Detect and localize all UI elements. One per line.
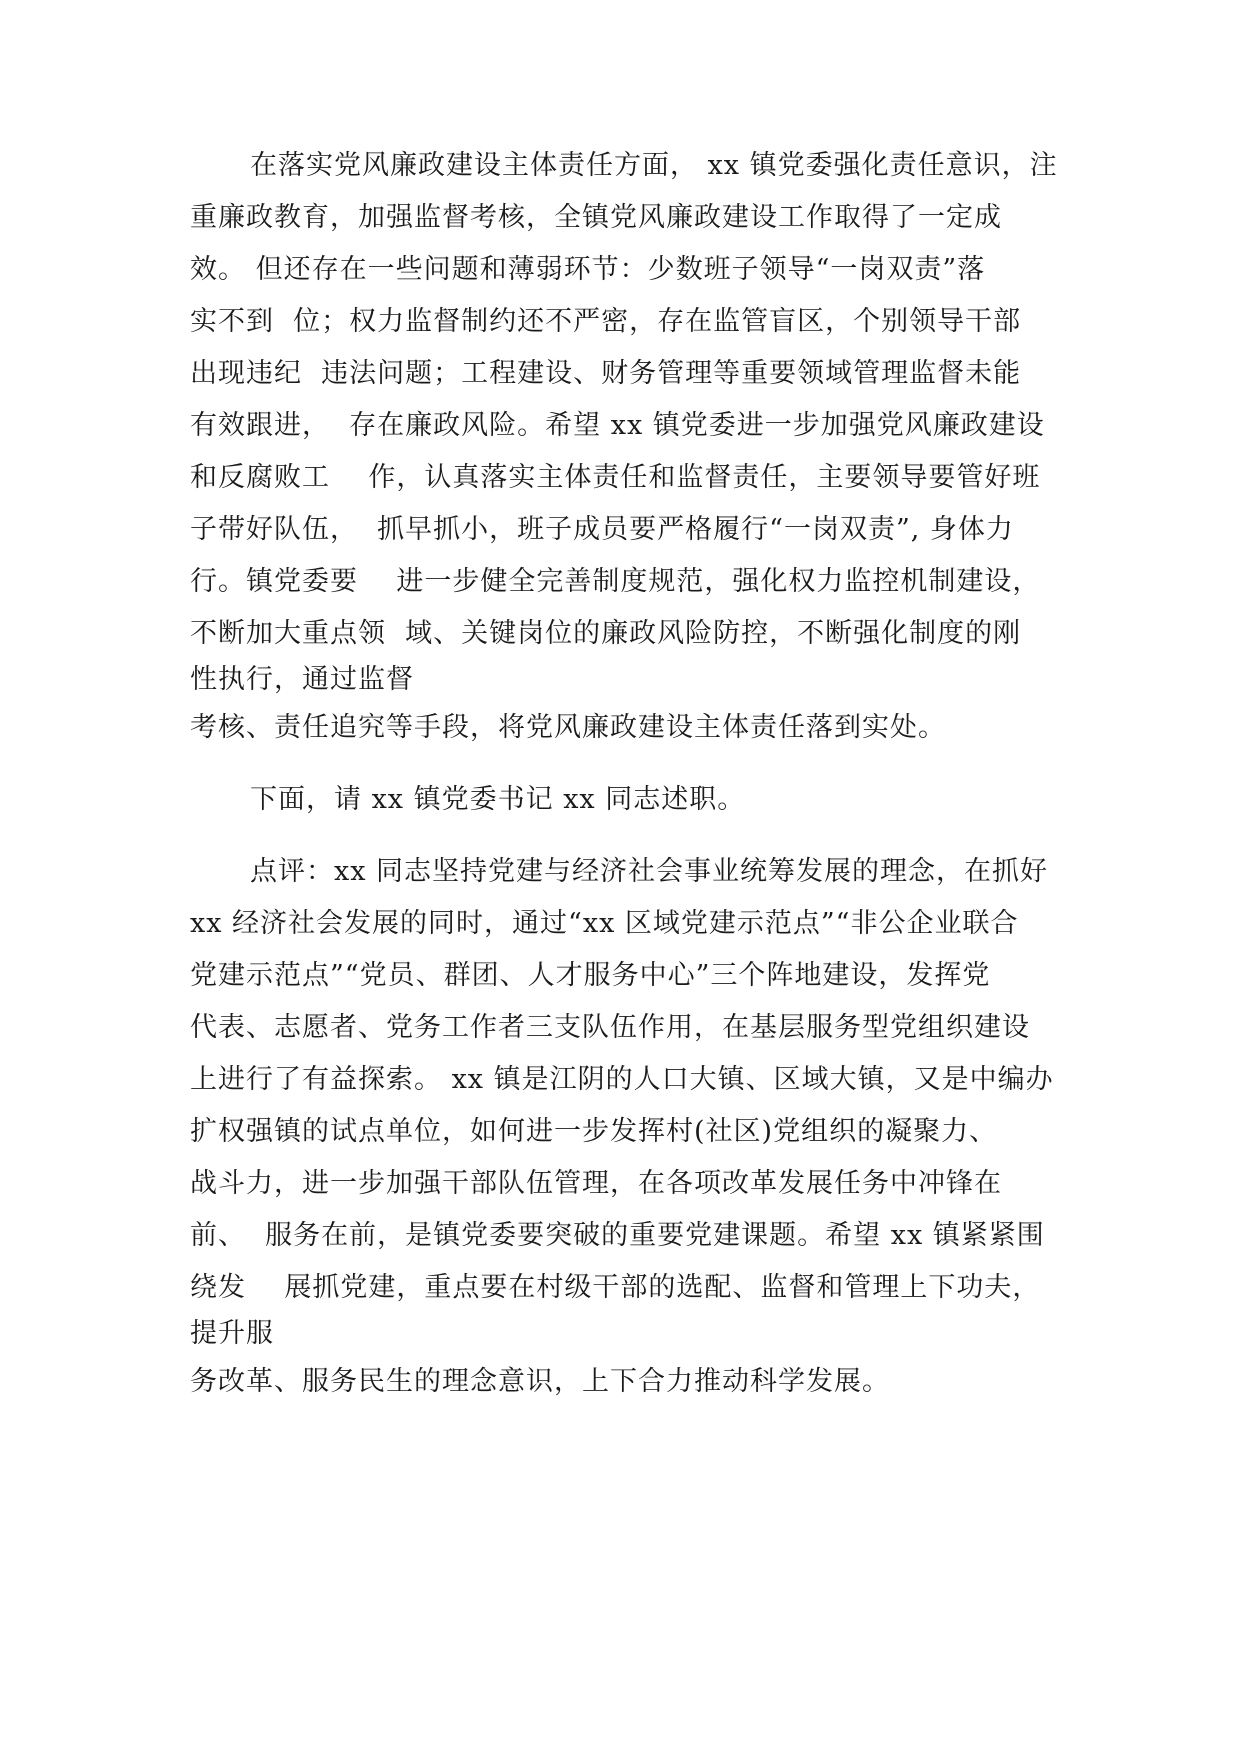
paragraph-line: 子带好队伍， 抓早抓小，班子成员要严格履行“一岗双责”, 身体力 <box>190 514 1014 545</box>
paragraph-line: 提升服 <box>190 1318 274 1349</box>
paragraph-line: 绕发 展抓党建，重点要在村级干部的选配、监督和管理上下功夫， <box>190 1272 1041 1303</box>
paragraph-line: 前、 服务在前，是镇党委要突破的重要党建课题。希望 xx 镇紧紧围 <box>190 1220 1045 1251</box>
paragraph-line: 效。 但还存在一些问题和薄弱环节：少数班子领导“一岗双责”落 <box>190 254 986 285</box>
paragraph-line: 上进行了有益探索。 xx 镇是江阴的人口大镇、区域大镇，又是中编办 <box>190 1064 1054 1095</box>
paragraph-line: 务改革、服务民生的理念意识，上下合力推动科学发展。 <box>190 1366 890 1397</box>
paragraph-line: 战斗力，进一步加强干部队伍管理，在各项改革发展任务中冲锋在 <box>190 1168 1002 1199</box>
paragraph-line: 实不到 位；权力监督制约还不严密，存在监管盲区，个别领导干部 <box>190 306 1022 337</box>
paragraph-line: 和反腐败工 作，认真落实主体责任和监督责任，主要领导要管好班 <box>190 462 1041 493</box>
paragraph-line: 不断加大重点领 域、关键岗位的廉政风险防控，不断强化制度的刚 <box>190 618 1022 649</box>
paragraph-line: 党建示范点”“党员、群团、人才服务中心”三个阵地建设，发挥党 <box>190 960 991 991</box>
paragraph-line: 扩权强镇的试点单位，如何进一步发挥村(社区)党组织的凝聚力、 <box>190 1116 998 1147</box>
paragraph-line: 代表、志愿者、党务工作者三支队伍作用，在基层服务型党组织建设 <box>190 1012 1030 1043</box>
paragraph-line: xx 经济社会发展的同时，通过“xx 区域党建示范点”“非公企业联合 <box>190 908 1019 939</box>
paragraph-line: 在落实党风廉政建设主体责任方面， xx 镇党委强化责任意识，注 <box>250 150 1058 181</box>
paragraph-line: 考核、责任追究等手段，将党风廉政建设主体责任落到实处。 <box>190 712 946 743</box>
paragraph-line: 有效跟进， 存在廉政风险。希望 xx 镇党委进一步加强党风廉政建设 <box>190 410 1045 441</box>
paragraph-line: 性执行，通过监督 <box>190 664 414 695</box>
paragraph-line: 重廉政教育，加强监督考核，全镇党风廉政建设工作取得了一定成 <box>190 202 1002 233</box>
paragraph-line: 行。镇党委要 进一步健全完善制度规范，强化权力监控机制建设， <box>190 566 1041 597</box>
paragraph-line: 下面，请 xx 镇党委书记 xx 同志述职。 <box>250 784 746 815</box>
paragraph-line: 出现违纪 违法问题；工程建设、财务管理等重要领域管理监督未能 <box>190 358 1022 389</box>
paragraph-line: 点评：xx 同志坚持党建与经济社会事业统筹发展的理念，在抓好 <box>250 856 1049 887</box>
